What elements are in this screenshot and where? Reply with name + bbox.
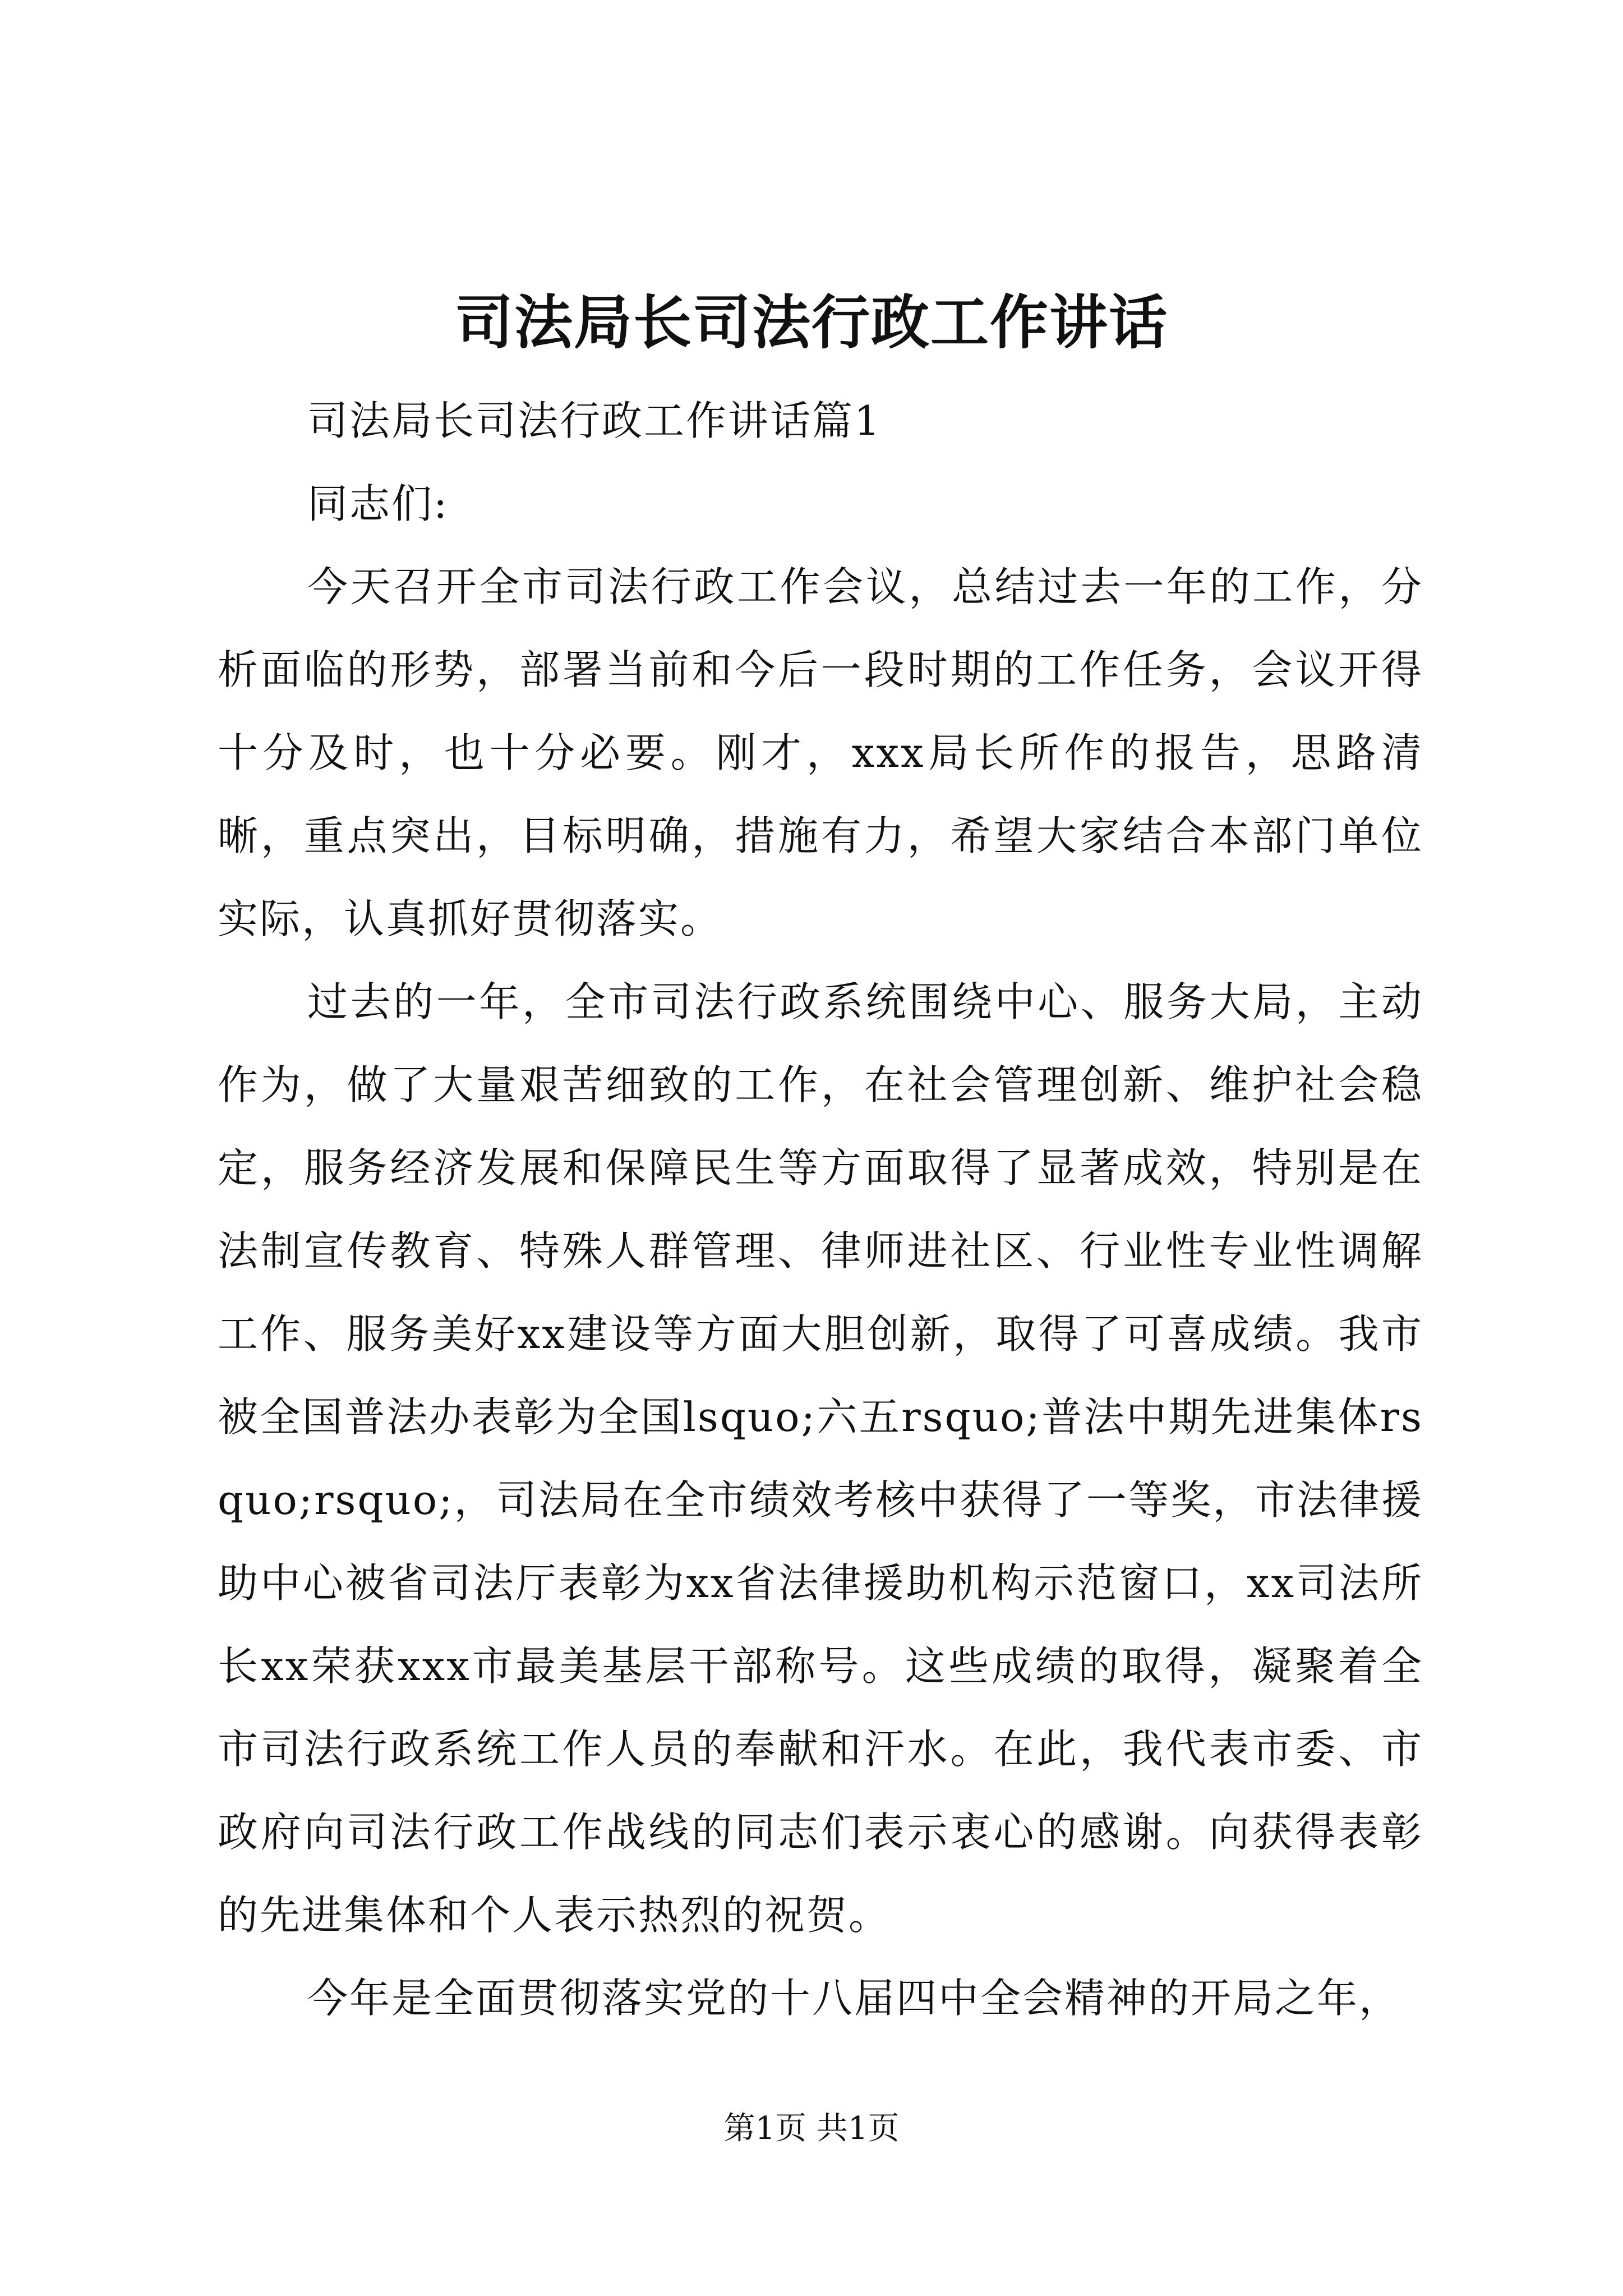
- document-body: [218, 379, 1423, 2040]
- page-footer: 第1页 共1页: [723, 2110, 900, 2147]
- body-paragraph: 今年是全面贯彻落实党的十八届四中全会精神的开局之年，: [307, 1975, 1401, 2022]
- body-paragraph: 过去的一年，全市司法行政系统围绕中心、服务大局，主动作为，做了大量艰苦细致的工作，在社会管理创新、维护社会稳定，服务经济发展和保障民生等方面取得了显著成效，特别是在法制宣传教育、特殊人群管理、律师进社区、行业性专业性调解工作、服务美好xx建设等方面大胆创新，取得了可喜成绩。我市被全国普法办表彰为全国lsquo;六五rsquo;普法中期先进集体rsquo;rsquo;，司法局在全市绩效考核中获得了一等奖，市法律援助中心被省司法厅表彰为xx省法律援助机构示范窗口，xx司法所长xx荣获xxx市最美基层干部称号。这些成绩的取得，凝聚着全市司法行政系统工作人员的奉献和汗水。在此，我代表市委、市政府向司法行政工作战线的同志们表示衷心的感谢。向获得表彰的先进集体和个人表示热烈的祝贺。: [218, 978, 1423, 1939]
- subtitle-paragraph: 司法局长司法行政工作讲话篇1: [307, 397, 882, 444]
- body-paragraph: 今天召开全市司法行政工作会议，总结过去一年的工作，分析面临的形势，部署当前和今后一段时期的工作任务，会议开得十分及时，也十分必要。刚才，xxx局长所作的报告，思路清晰，重点突出，目标明确，措施有力，希望大家结合本部门单位实际，认真抓好贯彻落实。: [218, 563, 1423, 942]
- document-title: 司法局长司法行政工作讲话: [454, 288, 1168, 357]
- salutation-paragraph: 同志们:: [307, 480, 449, 527]
